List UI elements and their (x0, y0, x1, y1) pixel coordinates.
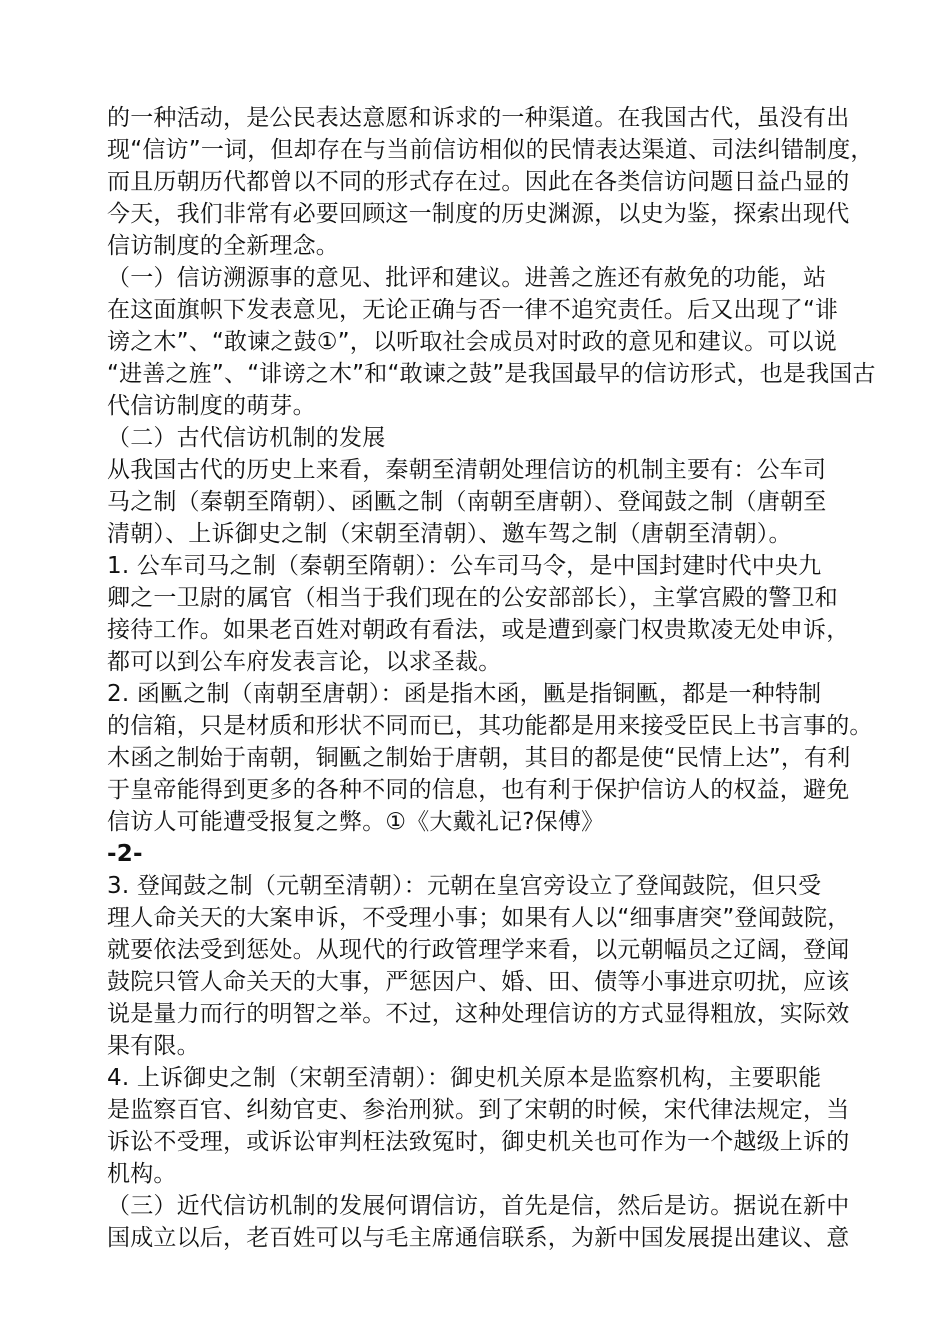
text-line: 是监察百官、纠劾官吏、参治刑狱。到了宋朝的时候，宋代律法规定，当 (107, 1097, 850, 1123)
text-line: 2. 函匭之制（南朝至唐朝）：函是指木函，匭是指铜匭，都是一种特制 (107, 681, 822, 707)
text-line: 的信箱，只是材质和形状不同而已，其功能都是用来接受臣民上书言事的。 (107, 713, 873, 739)
section-heading: （二）古代信访机制的发展 (107, 425, 386, 451)
text-line: 信访制度的全新理念。 (107, 233, 339, 259)
text-line: 3. 登闻鼓之制（元朝至清朝）：元朝在皇宫旁设立了登闻鼓院，但只受 (107, 873, 822, 899)
text-line: （一）信访溯源事的意见、批评和建议。进善之旌还有赦免的功能，站 (107, 265, 827, 291)
page-number: -2- (107, 841, 143, 867)
footnote-line: 信访人可能遭受报复之弊。①《大戴礼记?保傅》 (107, 809, 605, 835)
text-line: 1. 公车司马之制（秦朝至隋朝）：公车司马令，是中国封建时代中央九 (107, 553, 822, 579)
text-line: 就要依法受到惩处。从现代的行政管理学来看，以元朝幅员之辽阔，登闻 (107, 937, 850, 963)
text-line: “进善之旌”、“诽谤之木”和“敢谏之鼓”是我国最早的信访形式，也是我国古 (107, 361, 876, 387)
text-line: 现“信访”一词，但却存在与当前信访相似的民情表达渠道、司法纠错制度， (107, 137, 874, 163)
text-line: 卿之一卫尉的属官（相当于我们现在的公安部部长），主掌宫殿的警卫和 (107, 585, 838, 611)
text-line: 在这面旗帜下发表意见，无论正确与否一律不追究责任。后又出现了“诽 (107, 297, 839, 323)
text-line: 木函之制始于南朝，铜匭之制始于唐朝，其目的都是使“民情上达”，有利 (107, 745, 851, 771)
text-line: 4. 上诉御史之制（宋朝至清朝）：御史机关原本是监察机构，主要职能 (107, 1065, 822, 1091)
text-line: 都可以到公车府发表言论，以求圣裁。 (107, 649, 502, 675)
text-line: 今天，我们非常有必要回顾这一制度的历史渊源，以史为鉴，探索出现代 (107, 201, 850, 227)
text-line: 诉讼不受理，或诉讼审判枉法致冤时，御史机关也可作为一个越级上诉的 (107, 1129, 850, 1155)
text-line: 代信访制度的萌芽。 (107, 393, 316, 419)
text-line: 从我国古代的历史上来看，秦朝至清朝处理信访的机制主要有：公车司 (107, 457, 827, 483)
text-line: 的一种活动，是公民表达意愿和诉求的一种渠道。在我国古代，虽没有出 (107, 105, 850, 131)
text-line: 国成立以后，老百姓可以与毛主席通信联系，为新中国发展提出建议、意 (107, 1225, 850, 1251)
text-line: 果有限。 (107, 1033, 200, 1059)
text-line: 理人命关天的大案申诉，不受理小事；如果有人以“细事唐突”登闻鼓院， (107, 905, 851, 931)
text-line: 接待工作。如果老百姓对朝政有看法，或是遭到豪门权贵欺凌无处申诉， (107, 617, 850, 643)
text-line: 说是量力而行的明智之举。不过，这种处理信访的方式显得粗放，实际效 (107, 1001, 850, 1027)
text-line: 机构。 (107, 1161, 177, 1187)
text-line: 马之制（秦朝至隋朝）、函匭之制（南朝至唐朝）、登闻鼓之制（唐朝至 (107, 489, 827, 515)
text-line: 谤之木”、“敢谏之鼓①”，以听取社会成员对时政的意见和建议。可以说 (107, 329, 837, 355)
text-line: 而且历朝历代都曾以不同的形式存在过。因此在各类信访问题日益凸显的 (107, 169, 850, 195)
text-line: 鼓院只管人命关天的大事，严惩因户、婚、田、债等小事进京叨扰，应该 (107, 969, 850, 995)
text-line: 清朝）、上诉御史之制（宋朝至清朝）、邀车驾之制（唐朝至清朝）。 (107, 521, 792, 547)
text-line: 于皇帝能得到更多的各种不同的信息，也有利于保护信访人的权益，避免 (107, 777, 850, 803)
text-line: （三）近代信访机制的发展何谓信访，首先是信，然后是访。据说在新中 (107, 1193, 850, 1219)
